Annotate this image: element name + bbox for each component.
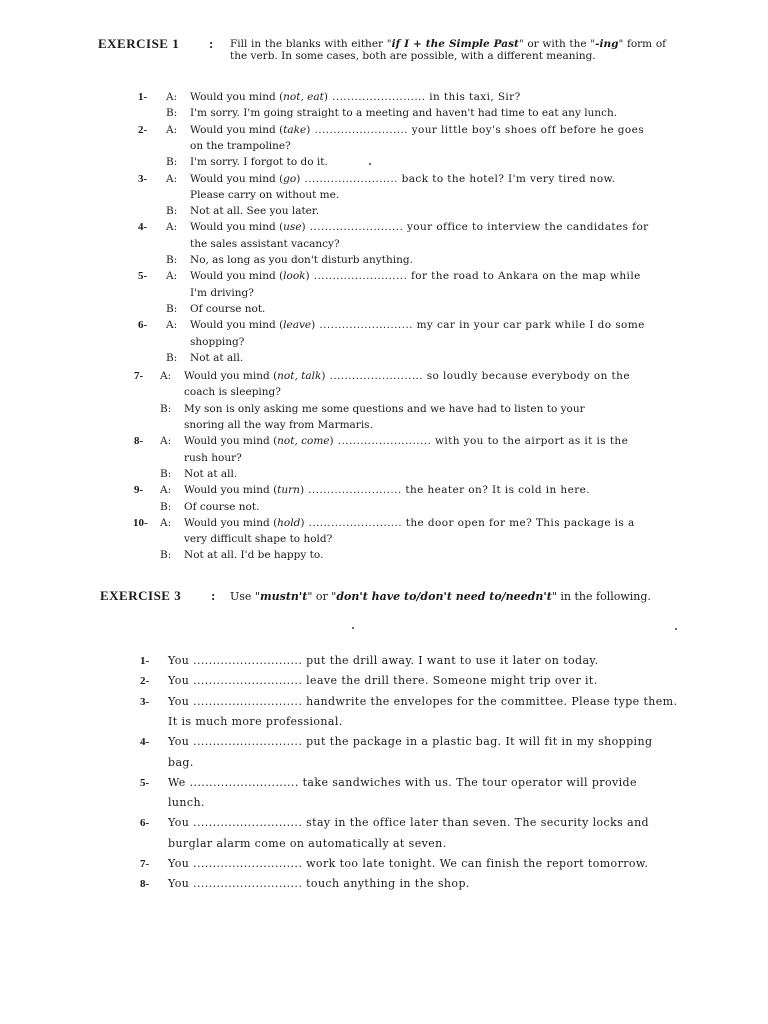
verb-hint: take [283, 123, 307, 136]
dialogue-text-before: I'm sorry. I'm going straight to a meeting and haven't had time to eat any lunch. [190, 107, 618, 120]
dialogue-text-before: shopping? [190, 335, 245, 348]
speaker-label: A: [166, 221, 178, 234]
speaker-label: A: [160, 484, 172, 497]
dialogue-text-before: My son is only asking me some questions and we have had to listen to your [184, 402, 585, 415]
dialogue-text [190, 269, 641, 283]
dialogue-text [184, 500, 259, 514]
sentence-text: You ............................ stay in the office later than seven. The security locks and [168, 816, 649, 830]
item-number: 10- [133, 516, 148, 529]
dialogue-text-before: Would you mind ( [184, 370, 278, 383]
dialogue-text-before: snoring all the way from Marmaris. [184, 419, 373, 431]
dialogue-text [190, 139, 291, 153]
item-number: 8- [134, 435, 144, 448]
dialogue-text-before: Would you mind ( [190, 221, 284, 234]
dialogue-text [190, 204, 319, 218]
speaker-label: A: [166, 172, 178, 185]
item-number: 9- [134, 484, 144, 497]
item-number: 7- [140, 858, 150, 870]
dialogue-text [190, 188, 339, 202]
dialogue-text [190, 123, 644, 137]
dialogue-text-after: ) ......................... so loudly because everybody on the [321, 370, 630, 383]
sentence-text: You ............................ leave the drill there. Someone might trip over it. [168, 674, 598, 688]
sentence-text: You ............................ put the drill away. I want to use it later on today. [168, 654, 599, 667]
speaker-label: B: [166, 351, 178, 364]
speaker-label: B: [160, 467, 172, 480]
exercise-3-colon: : [211, 588, 216, 603]
speaker-label: B: [166, 205, 178, 218]
dialogue-text [184, 467, 237, 481]
dialogue-text [190, 155, 328, 169]
dialogue-text-before: Would you mind ( [184, 435, 278, 448]
dialogue-text [190, 253, 413, 267]
speaker-label: A: [160, 370, 172, 383]
verb-hint: go [283, 172, 297, 185]
item-number: 6- [140, 817, 150, 830]
speaker-label: B: [160, 500, 172, 513]
verb-hint: not, talk [277, 370, 322, 383]
dialogue-text [184, 548, 323, 562]
dialogue-text-before: Not at all. See you later. [190, 205, 320, 218]
verb-hint: not, eat [283, 91, 324, 103]
dialogue-text-after: ) ......................... in this taxi, Sir? [323, 91, 521, 103]
scan-speck [352, 627, 354, 629]
item-number: 4- [140, 736, 150, 749]
speaker-label: B: [166, 107, 178, 120]
dialogue-text-before: Not at all. [190, 351, 244, 364]
item-number: 8- [140, 878, 150, 891]
sentence-text: We ............................ take sandwiches with us. The tour operator will provide [168, 775, 637, 789]
sentence-text: burglar alarm come on automatically at seven. [168, 836, 447, 850]
dialogue-text-after: ) ......................... my car in your car park while I do some [311, 319, 645, 332]
dialogue-text [190, 302, 265, 316]
item-number: 5- [140, 776, 150, 789]
dialogue-text [184, 483, 590, 497]
item-number: 6- [138, 319, 148, 332]
speaker-label: A: [160, 435, 172, 448]
speaker-label: B: [166, 254, 178, 266]
verb-hint: hold [277, 516, 301, 529]
dialogue-text-before: Of course not. [190, 302, 266, 315]
item-number: 1- [138, 91, 148, 103]
dialogue-text-before: I'm driving? [190, 286, 254, 299]
speaker-label: B: [166, 302, 178, 315]
sentence-text: You ............................ touch anything in the shop. [168, 877, 470, 891]
exercise-1-colon: : [209, 36, 214, 51]
dialogue-text-after: ) ......................... your office to interview the candidates for [301, 221, 649, 234]
exercise-1-instruction: Fill in the blanks with either "if I + the Simple Past" or with the "-ing" form of the verb. In some cases, both are possible, with a different meaning. [230, 38, 667, 62]
dialogue-text [184, 402, 585, 416]
dialogue-text-before: very difficult shape to hold? [184, 533, 333, 546]
verb-hint: turn [277, 484, 300, 497]
item-number: 5- [138, 270, 148, 283]
exercise-3-instruction: Use "mustn't" or "don't have to/don't need to/needn't" in the following. [230, 590, 651, 603]
verb-hint: use [283, 221, 302, 234]
dialogue-text-before: Would you mind ( [184, 484, 278, 497]
dialogue-text-before: Not at all. [184, 467, 238, 480]
sentence-text: You ............................ handwrite the envelopes for the committee. Please type them. [168, 694, 678, 708]
item-number: 3- [138, 172, 148, 185]
sentence-text: You ............................ put the package in a plastic bag. It will fit in my shopping [168, 735, 653, 749]
speaker-label: B: [160, 402, 172, 415]
dialogue-text-before: Of course not. [184, 500, 260, 513]
dialogue-text [184, 369, 630, 383]
dialogue-text [190, 335, 244, 349]
item-number: 3- [140, 695, 150, 708]
dialogue-text-before: Would you mind ( [190, 91, 284, 103]
speaker-label: A: [160, 516, 172, 529]
dialogue-text [184, 451, 242, 465]
dialogue-text [184, 385, 281, 399]
dialogue-text [190, 220, 649, 234]
dialogue-text-before: coach is sleeping? [184, 386, 281, 399]
verb-hint: look [283, 270, 306, 283]
dialogue-text-before: the sales assistant vacancy? [190, 237, 340, 250]
item-number: 7- [134, 370, 144, 383]
dialogue-text [190, 318, 645, 332]
dialogue-text [190, 286, 254, 300]
dialogue-text-after: ) ......................... the heater on? It is cold in here. [299, 484, 590, 497]
dialogue-text-before: Would you mind ( [184, 516, 278, 529]
sentence-text: It is much more professional. [168, 714, 343, 728]
item-number: 1- [140, 655, 150, 667]
dialogue-text-before: Not at all. I'd be happy to. [184, 549, 324, 562]
dialogue-text-after: ) ......................... back to the hotel? I'm very tired now. [296, 172, 616, 185]
dialogue-text-before: No, as long as you don't disturb anything. [190, 254, 413, 266]
dialogue-text [190, 237, 340, 251]
dialogue-text [190, 106, 617, 120]
dialogue-text [184, 418, 373, 432]
verb-hint: leave [283, 319, 312, 332]
dialogue-text [190, 172, 615, 186]
dialogue-text-before: Please carry on without me. [190, 188, 340, 201]
dialogue-text-after: ) ......................... with you to the airport as it is the [329, 435, 629, 448]
speaker-label: A: [166, 319, 178, 332]
item-number: 2- [138, 123, 148, 136]
verb-hint: not, come [277, 435, 330, 448]
speaker-label: A: [166, 270, 178, 283]
speaker-label: B: [160, 549, 172, 562]
sentence-text: You ............................ work too late tonight. We can finish the report tomorrow. [168, 857, 649, 870]
dialogue-text [184, 434, 628, 448]
item-number: 2- [140, 675, 150, 688]
dialogue-text [190, 90, 521, 104]
speaker-label: B: [166, 156, 178, 169]
dialogue-text-before: Would you mind ( [190, 172, 284, 185]
dialogue-text-before: Would you mind ( [190, 270, 284, 283]
speaker-label: A: [166, 123, 178, 136]
dialogue-text [184, 516, 635, 530]
speaker-label: A: [166, 91, 178, 103]
dialogue-text-before: on the trampoline? [190, 139, 291, 152]
scan-speck [369, 163, 371, 165]
dialogue-text-before: Would you mind ( [190, 123, 284, 136]
exercise-3-heading: EXERCISE 3 [100, 588, 182, 603]
item-number: 4- [138, 221, 148, 234]
dialogue-text-before: Would you mind ( [190, 319, 284, 332]
dialogue-text-before: rush hour? [184, 451, 242, 464]
dialogue-text-before: I'm sorry. I forgot to do it. [190, 156, 328, 169]
exercise-1-heading: EXERCISE 1 [98, 36, 180, 51]
scan-speck [675, 628, 677, 630]
dialogue-text [184, 532, 332, 546]
dialogue-text-after: ) ......................... the door open for me? This package is a [300, 516, 635, 529]
dialogue-text-after: ) ......................... your little boy's shoes off before he goes [306, 123, 644, 136]
dialogue-text-after: ) ......................... for the road to Ankara on the map while [305, 270, 641, 283]
dialogue-text [190, 351, 243, 365]
sentence-text: lunch. [168, 796, 205, 810]
sentence-text: bag. [168, 755, 194, 769]
